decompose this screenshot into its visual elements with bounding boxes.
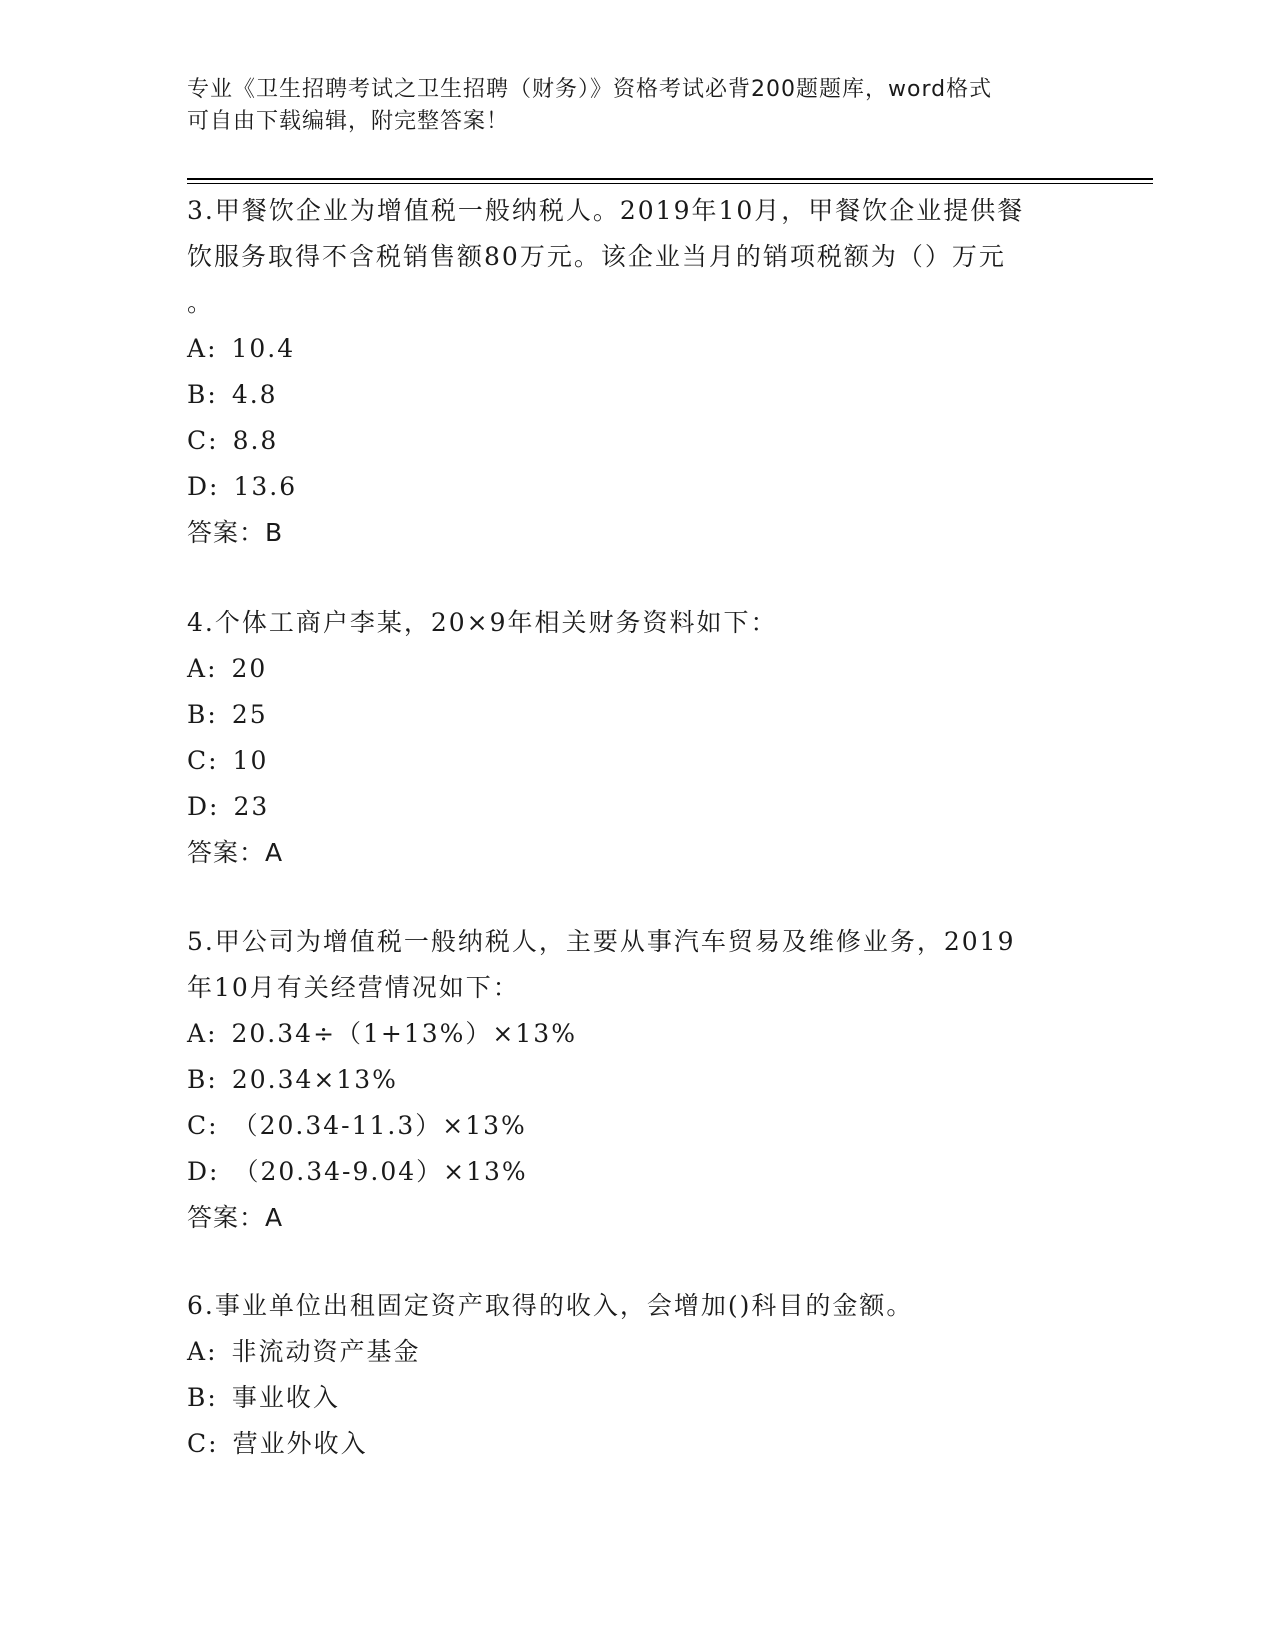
- option-b: [187, 692, 1087, 738]
- option-c: [187, 418, 1087, 464]
- option-text: （20.34-11.3）×13%: [232, 1111, 527, 1140]
- option-separator: :: [207, 1337, 218, 1366]
- option-text: 23: [233, 792, 270, 821]
- option-text: 20.34÷（1+13%）×13%: [231, 1019, 577, 1048]
- question-line: 年10月有关经营情况如下：: [187, 973, 520, 1002]
- option-separator: :: [209, 1157, 220, 1186]
- option-d: [187, 784, 1087, 830]
- option-separator: :: [209, 792, 220, 821]
- answer-line: 答案：A: [187, 1203, 284, 1232]
- header-line-2: 可自由下载编辑，附完整答案！: [187, 109, 510, 134]
- option-text: 非流动资产基金: [231, 1337, 421, 1366]
- option-separator: :: [207, 654, 218, 683]
- option-key: A: [187, 1337, 208, 1366]
- question-text: [187, 600, 1087, 646]
- question-block: [187, 188, 1087, 556]
- option-key: B: [187, 700, 208, 729]
- header-divider-thick: [187, 178, 1153, 180]
- option-c: [187, 1421, 1087, 1467]
- option-separator: :: [207, 1019, 218, 1048]
- option-key: A: [187, 1019, 208, 1048]
- option-b: [187, 1057, 1087, 1103]
- option-b: [187, 1375, 1087, 1421]
- option-text: 事业收入: [231, 1383, 340, 1412]
- option-key: C: [187, 1111, 209, 1140]
- option-key: D: [187, 792, 210, 821]
- answer-line: 答案：B: [187, 518, 284, 547]
- option-key: B: [187, 1065, 208, 1094]
- option-separator: :: [208, 746, 219, 775]
- option-text: 4.8: [231, 380, 278, 409]
- option-text: 8.8: [232, 426, 279, 455]
- option-d: [187, 1149, 1087, 1195]
- option-a: [187, 1011, 1087, 1057]
- question-line: 6.事业单位出租固定资产取得的收入，会增加()科目的金额。: [187, 1291, 914, 1320]
- option-separator: :: [207, 1383, 218, 1412]
- question-text: [187, 919, 1087, 1011]
- option-separator: :: [208, 426, 219, 455]
- option-text: 10: [232, 746, 269, 775]
- option-separator: :: [207, 700, 218, 729]
- option-key: D: [187, 1157, 210, 1186]
- question-line: 4.个体工商户李某，20×9年相关财务资料如下：: [187, 608, 778, 637]
- question-block: [187, 919, 1087, 1241]
- option-key: C: [187, 426, 209, 455]
- option-text: 13.6: [233, 472, 298, 501]
- question-line: 。: [187, 288, 215, 317]
- header-line-1: 专业《卫生招聘考试之卫生招聘（财务）》资格考试必背200题题库，word格式: [187, 77, 993, 102]
- option-key: D: [187, 472, 210, 501]
- option-d: [187, 464, 1087, 510]
- option-key: C: [187, 1429, 209, 1458]
- question-text: [187, 188, 1087, 326]
- question-line: 5.甲公司为增值税一般纳税人，主要从事汽车贸易及维修业务，2019: [187, 927, 1016, 956]
- option-separator: :: [209, 472, 220, 501]
- option-key: B: [187, 1383, 208, 1412]
- option-text: 20.34×13%: [231, 1065, 398, 1094]
- question-line: 3.甲餐饮企业为增值税一般纳税人。2019年10月，甲餐饮企业提供餐: [187, 196, 1025, 225]
- option-text: 营业外收入: [232, 1429, 368, 1458]
- option-separator: :: [207, 380, 218, 409]
- answer-line: 答案：A: [187, 838, 284, 867]
- option-a: [187, 326, 1087, 372]
- option-separator: :: [208, 1111, 219, 1140]
- option-a: [187, 646, 1087, 692]
- option-separator: :: [208, 1429, 219, 1458]
- option-a: [187, 1329, 1087, 1375]
- option-separator: :: [207, 1065, 218, 1094]
- option-key: A: [187, 334, 208, 363]
- option-separator: :: [207, 334, 218, 363]
- document-header: [187, 74, 1067, 138]
- question-line: 饮服务取得不含税销售额80万元。该企业当月的销项税额为（）万元: [187, 242, 1006, 271]
- option-text: 20: [231, 654, 268, 683]
- question-text: [187, 1283, 1087, 1329]
- option-key: A: [187, 654, 208, 683]
- option-c: [187, 738, 1087, 784]
- option-key: C: [187, 746, 209, 775]
- header-divider-thin: [187, 183, 1153, 184]
- option-b: [187, 372, 1087, 418]
- question-block: [187, 600, 1087, 876]
- option-text: 10.4: [231, 334, 296, 363]
- option-text: （20.34-9.04）×13%: [233, 1157, 528, 1186]
- question-block: [187, 1283, 1087, 1467]
- option-text: 25: [231, 700, 268, 729]
- option-key: B: [187, 380, 208, 409]
- option-c: [187, 1103, 1087, 1149]
